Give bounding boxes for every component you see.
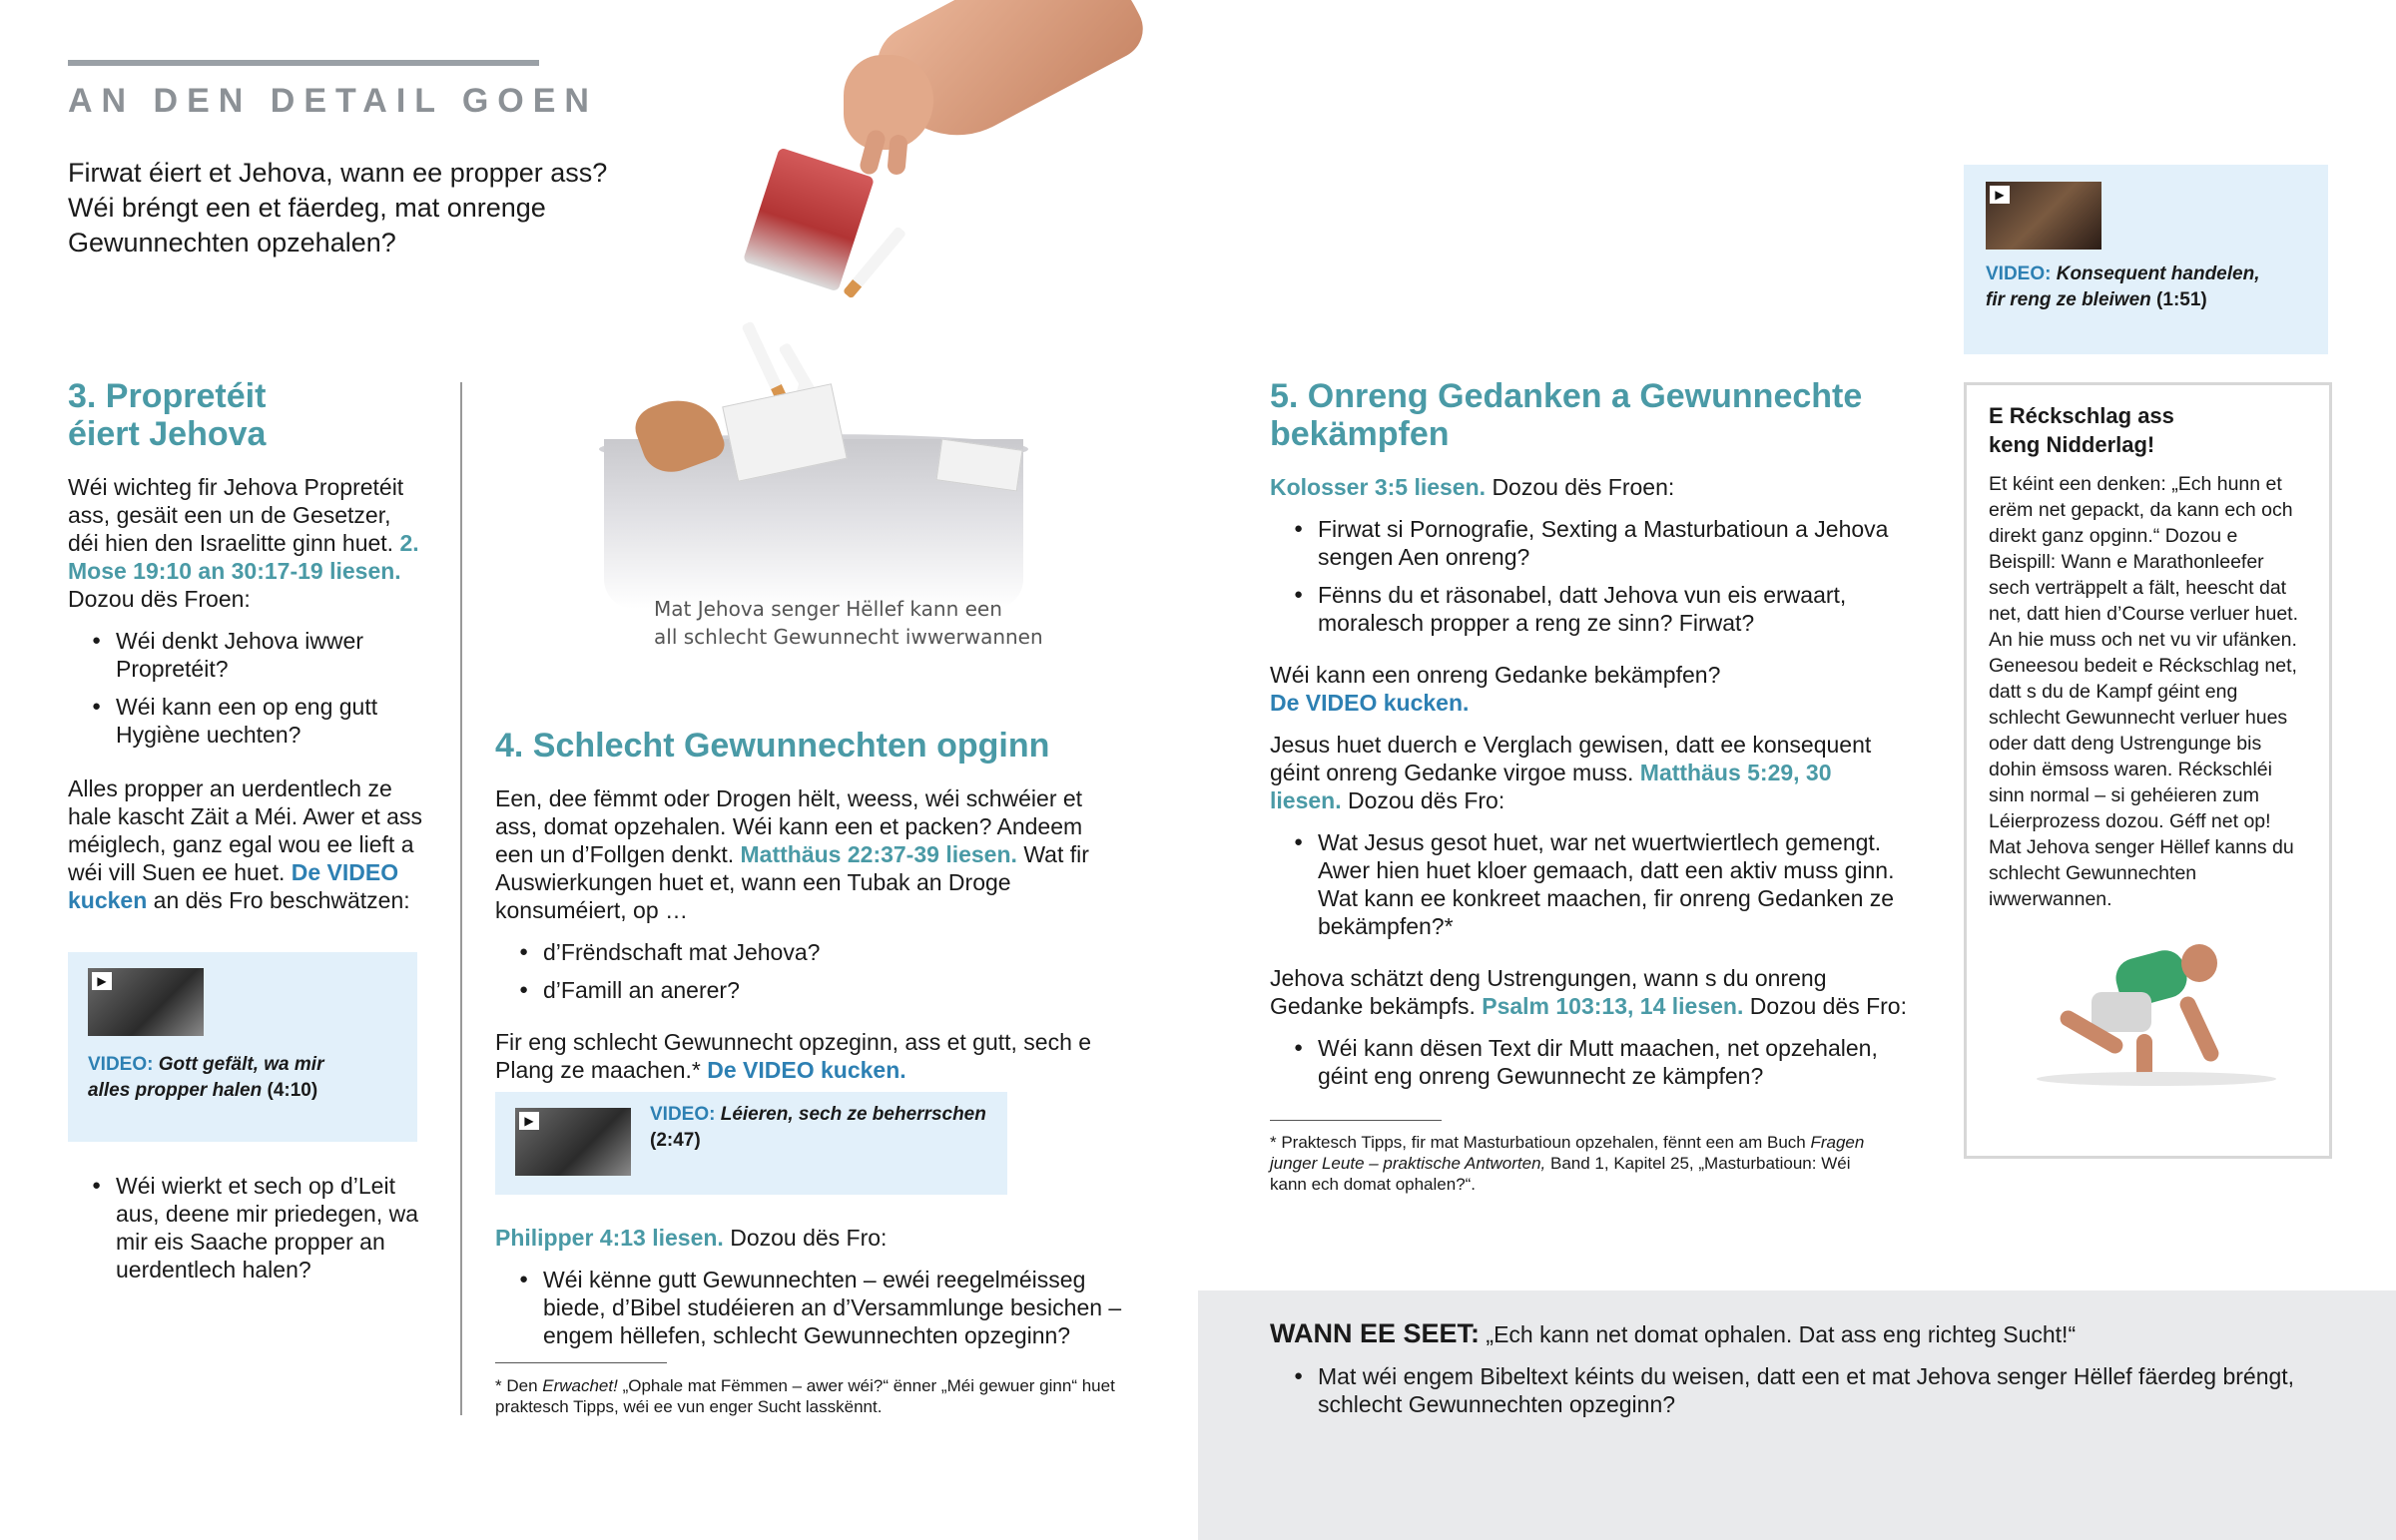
paragraph-text: Wat fir Auswierkungen huet et, wann een Tubak an Droge konsuméiert, op … [495,841,1089,923]
paragraph-text: Alles propper an uerdentlech ze hale kascht Zäit a Méi. Awer et ass méiglech, ganz egal wou ee lieft a wéi vill Suen ee huet. [68,775,422,885]
header-rule [68,60,539,66]
paragraph-text: Dozou dës Fro: [730,1225,888,1251]
section-4 [495,727,1124,1084]
question-list [1270,828,1909,940]
paragraph-text: Dozou dës Fro: [1749,993,1907,1019]
play-icon: ▶ [1990,186,2010,204]
video-thumbnail[interactable] [1986,182,2101,250]
list-item: ● Wéi kann dësen Text dir Mutt maachen, net opzehalen, géint eng onreng Gewunnecht ze kämpfen? [1270,1034,1909,1090]
paragraph-text: Wéi wichteg fir Jehova Propretéit ass, gesäit een un de Gesetzer, déi hien den Israelitte ginn huet. [68,474,404,556]
list-item: ● Wéi kënne gutt Gewunnechten – ewéi reegelméisseg biede, d’Bibel studéieren an d’Versammlunge besichen – engem hëllefen, schlecht Gewunnechten opzeginn? [495,1266,1124,1349]
footer-heading [1270,1318,2368,1349]
video-label [650,1102,999,1154]
title-line: 5. Onreng Gedanken a Gewunnechte [1270,377,1863,415]
section-5-title [1270,377,1909,453]
scripture-link[interactable]: Matthäus 5:29, 30 liesen. [1270,760,1832,813]
section-4-title: 4. Schlecht Gewunnechten opginn [495,727,1050,765]
image-caption [654,595,1043,651]
footnote [1270,1132,1869,1195]
list-item: ● d’Famill an anerer? [495,976,1124,1004]
video-title: Léieren, sech ze beherrschen [720,1104,986,1125]
list-item: ● Fënns du et räsonabel, datt Jehova vun eis erwaart, moralesch propper a reng ze sinn? Firwat? [1270,581,1909,637]
paragraph [495,1224,1124,1252]
video-box[interactable] [68,952,417,1142]
setback-box [1964,382,2332,1159]
setback-text: Et kéint een denken: „Ech hunn et erëm net gepackt, da kann ech och direkt ganz opginn.“ Dozou e Beispill: Wann e Marathonleefer sech verträppelt a fält, heescht dat net, datt hien d’Course verluer huet. An hie muss och net vu vir ufänken. Geneesou bedeit e Réckschlag net, datt s du de Kampf géint eng schlecht Gewunnecht verluer hues oder datt deng Ustrengunge bis dohin ëmsoss waren. Réckschléi sinn normal – si gehéieren zum Léierprozess dozou. Géff net op! Mat Jehova senger Hëllef kanns du schlecht Gewunnechten iwwerwannen. [1989,473,2299,910]
video-length: (4:10) [267,1080,318,1101]
paragraph [495,1028,1124,1084]
question-list [1270,515,1909,637]
play-icon: ▶ [519,1112,539,1130]
section-5 [1270,377,1909,1100]
caption-line: Mat Jehova senger Hëllef kann een [654,597,1002,621]
setback-title [1989,401,2174,459]
video-box[interactable] [495,1092,1007,1195]
question-list [1270,1362,2328,1428]
paragraph-text: an dës Fro beschwätzen: [153,887,410,913]
video-title: Konsequent handelen, [2056,263,2260,284]
footnote [495,1375,1124,1417]
title-line: bekämpfen [1270,415,1450,453]
paragraph-text: Jesus huet duerch e Verglach gewisen, datt ee konsequent géint onreng Gedanke virgoe muss. [1270,732,1872,785]
column-divider [460,382,462,1415]
section-kicker: AN DEN DETAIL GOEN [68,82,598,120]
cigarette-pack-shape [743,147,875,291]
runner-illustration [1997,944,2296,1094]
list-item: ● Wat Jesus gesot huet, war net wuertwiertlech gemengt. Awer hien huet kloer gemaach, datt een aktiv muss ginn. Wat kann ee konkreet maachen, fir onreng Gedanken ze bekämpfen?* [1270,828,1909,940]
cigarette-shape [741,320,788,403]
title-line: E Réckschlag ass [1989,403,2174,428]
paragraph-text: Jehova schätzt deng Ustrengungen, wann s du onreng Gedanke bekämpfs. [1270,965,1827,1019]
footnote-text: Band 1, Kapitel 25, „Masturbatioun: Wéi kann ech domat ophalen?“. [1270,1154,1851,1194]
scripture-link[interactable]: Kolosser 3:5 liesen. [1270,474,1487,500]
caption-line: all schlecht Gewunnecht iwwerwannen [654,625,1043,649]
video-thumbnail[interactable] [515,1108,631,1176]
video-length: (2:47) [650,1130,701,1151]
question-list [68,1172,427,1283]
video-label [88,1052,397,1104]
section-3 [68,377,427,914]
question-list [68,627,427,749]
video-title: fir reng ze bleiwen [1986,289,2151,310]
title-line: 3. Propretéit [68,377,267,415]
title-line: éiert Jehova [68,415,267,453]
paragraph-text: Wéi kann een onreng Gedanke bekämpfen? [1270,662,1721,688]
video-title: alles propper halen [88,1080,263,1101]
runner-head-shape [2181,944,2217,982]
footnote-text: * Praktesch Tipps, fir mat Masturbatioun opzehalen, fënnt een am Buch [1270,1133,1811,1152]
video-prefix: VIDEO: [1986,263,2052,284]
paragraph [68,473,427,613]
footer-quote: „Ech kann net domat ophalen. Dat ass eng richteg Sucht!“ [1486,1321,2077,1347]
footer-panel [1198,1290,2396,1540]
list-item: ● Firwat si Pornografie, Sexting a Masturbatioun a Jehova sengen Aen onreng? [1270,515,1909,571]
video-thumbnail[interactable] [88,968,204,1036]
scripture-link[interactable]: Matthäus 22:37-39 liesen. [740,841,1017,867]
video-box[interactable] [1964,165,2328,354]
paragraph-text: Een, dee fëmmt oder Drogen hëlt, weess, wéi schwéier et ass, domat opzehalen. Wéi kann een et packen? Andeem een un d’Follgen denkt. [495,785,1083,867]
footnote-publication: Fragen junger Leute – praktische Antworten, [1270,1133,1865,1173]
paragraph [495,784,1124,924]
video-prefix: VIDEO: [650,1104,716,1125]
video-link[interactable]: De VIDEO kucken. [707,1057,906,1083]
question-list [495,1266,1124,1349]
footnote-rule [1270,1120,1442,1121]
paragraph [1270,473,1909,501]
video-label [1986,261,2315,313]
list-item: ● d’Frëndschaft mat Jehova? [495,938,1124,966]
scripture-link[interactable]: Philipper 4:13 liesen. [495,1225,724,1251]
play-icon: ▶ [92,972,112,990]
runner-shadow-shape [2037,1072,2276,1086]
video-prefix: VIDEO: [88,1054,154,1075]
paragraph [1270,731,1909,814]
list-item: ● Wéi denkt Jehova iwwer Propretéit? [68,627,427,683]
paragraph-text: Fir eng schlecht Gewunnecht opzeginn, ass et gutt, sech e Plang ze maachen.* [495,1029,1092,1083]
video-link[interactable]: De VIDEO kucken [68,859,399,913]
list-item: ● Mat wéi engem Bibeltext kéints du weisen, datt een et mat Jehova senger Hëllef fäerdeg bréngt, schlecht Gewunnechten opzeginn? [1270,1362,2328,1418]
section-3-title [68,377,427,453]
question-list [1270,1034,1909,1090]
paragraph [68,774,427,914]
list-item: ● Wéi kann een op eng gutt Hygiène uechten? [68,693,427,749]
intro-line: Gewunnechten opzehalen? [68,228,396,257]
footnote-rule [495,1362,667,1363]
footer-label: WANN EE SEET: [1270,1318,1481,1348]
runner-arm-shape [2177,994,2221,1064]
intro-line: Wéi bréngt een et fäerdeg, mat onrenge [68,193,546,223]
runner-shorts-shape [2092,992,2151,1032]
intro-question [68,156,667,260]
title-line: keng Nidderlag! [1989,432,2155,457]
paragraph [1270,964,1909,1020]
finger-shape [887,134,907,175]
video-title: Gott gefält, wa mir [158,1054,324,1075]
footnote-text: „Ophale mat Fëmmen – awer wéi?“ ënner „Méi gewuer ginn“ huet praktesch Tipps, wéi ee vun enger Sucht lasskënnt. [495,1376,1115,1416]
section-3-end [68,1172,427,1293]
hand-shape [844,55,933,150]
list-item: ● Wéi wierkt et sech op d’Leit aus, deene mir priedegen, wa mir eis Saache propper an uerdentlech halen? [68,1172,427,1283]
video-length: (1:51) [2156,289,2207,310]
scripture-link[interactable]: Psalm 103:13, 14 liesen. [1482,993,1744,1019]
scripture-link[interactable]: 2. Mose 19:10 an 30:17-19 liesen. [68,530,419,584]
paragraph [1270,661,1909,717]
section-4-end [495,1224,1124,1359]
paragraph-text: Dozou dës Fro: [1348,787,1505,813]
paragraph-text: Dozou dës Froen: [68,586,251,612]
footnote-publication: Erwachet! [542,1376,618,1395]
video-link[interactable]: De VIDEO kucken. [1270,690,1470,716]
intro-line: Firwat éiert et Jehova, wann ee propper ass? [68,158,608,188]
question-list [495,938,1124,1004]
paragraph-text: Dozou dës Froen: [1492,474,1675,500]
footnote-text: * Den [495,1376,543,1395]
